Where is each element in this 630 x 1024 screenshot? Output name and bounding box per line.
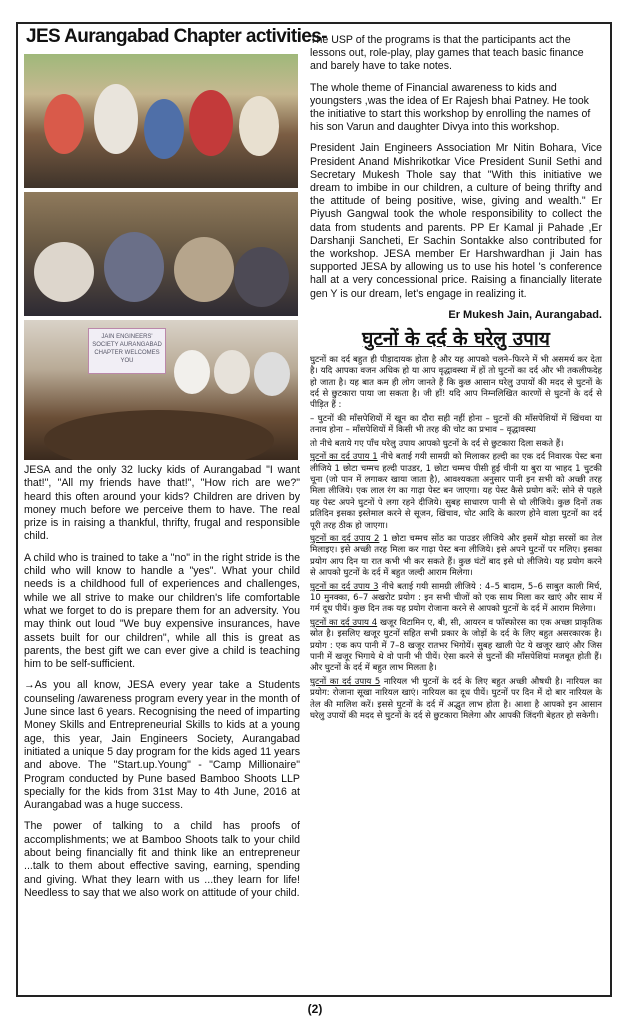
remedy-4 — [310, 618, 602, 675]
remedy-1-heading: घुटनों का दर्द उपाय 1 — [310, 452, 378, 463]
remedy-5-text: नारियल भी घुटनों के दर्द के लिए बहुत अच्छी औषधी है। नारियल का प्रयोग: रोजाना सूखा नारियल खाएं। नारियल का दूध पीयें। घुटनों पर दिन में दो बार नारियल के तेल की मालिश करें। इससे घुटनों के दर्द में अद्भुत लाभ होता है। आशा है आपको इन आसान घरेलु उपायों की मदद से घुटनों के दर्द से छुटकारा मिलेगा और आपकी जिंदगी बेहतर हो सकेगी। — [310, 676, 602, 722]
event-banner: JAIN ENGINEERS' SOCIETY AURANGABAD CHAPTER WELCOMES YOU — [88, 328, 166, 374]
left-column — [24, 26, 327, 908]
hindi-intro: घुटनों का दर्द बहुत ही पीड़ादायक होता है और यह आपको चलने–फिरने में भी असमर्थ कर देता है। यदि आपका वजन अधिक हो या आप वृद्धावस्था में हों तो घुटनों का दर्द और भी तकलीफदेह हो जाता है। यह बात कम ही लोग जानते हैं कि कुछ आसान घरेलु उपायों की मदद से घुटनों के दर्द से छुटकारा पाया जा सकता है। जी हाँ! यदि आप निम्नलिखित कारणों से घुटनों के दर्द से पीड़ित हैं : — [310, 354, 602, 411]
group-photo — [24, 54, 298, 188]
left-paragraph-3: →As you all know, JESA every year take a Students counseling /awareness program every year in the month of June since last 6 years. Recognising the need of imparting Money Skills and Entrepreneurial Skills to kids at a young age, this year, Jain Engineers Society, Aurangabad initiated a unique 5 day program for the kids aged 11 years and above. The "Start.up.Young" - "Camp Millionaire" Program conducted by Pune based Bamboo Shoots LLP specially for the kids from 31st May to 4th June, 2016 at Aurangabad was a huge success. — [24, 679, 300, 812]
hindi-causes: – घुटनों की माँसपेशियों में खून का दौरा सही नहीं होना – घुटनों की माँसपेशियों में खिंचवा या तनाव होना – माँसपेशियों में किसी भी तरह की चोट का प्रभाव – वृद्धावस्था — [310, 413, 602, 436]
remedy-2-text: 1 छोटा चम्मच सोंठ का पाउडर लीजिये और इसमें थोड़ा सरसों का तेल मिलाइए। इसे अच्छी तरह मिला कर गाढ़ा पेस्ट बना लीजिये। इसे अपने घुटनों पर मलिए। इसका प्रयोग आप दिन या रात कभी भी कर सकते हैं। कुछ घंटों बाद इसे धो लीजिये। यह प्रयोग करने से आपको घुटनों के दर्द में बहुत जल्दी आराम मिलेगा। — [310, 533, 602, 579]
page-number: (2) — [307, 1002, 323, 1016]
remedy-3-heading: घुटनों का दर्द उपाय 3 — [310, 581, 379, 592]
right-paragraph-3: President Jain Engineers Association Mr Nitin Bohara, Vice President Anand Mishrikotkar Vice President Sunil Sethi and Secretary Mukesh Thole say that "With this initiative we dream to imbibe in our children, a culture of being thrifty and the attitude of being positive, wise, giving and wealth." Er Piyush Gangwal took the whole responsibility to collect the data from students and parents. PP Er Kamal ji Pahade ,Er Darshanji Sancheti, Er Sachin Sontakke also contributed for the workshop. JESA member Er Harshwardhan ji Jain has supported JESA by allowing us to use his hotel 's conference hall at a very concessional price. Raising a financially literate gen Y is our dream, let's engage in realizing it. — [310, 142, 602, 300]
hindi-lead: तो नीचे बताये गए पाँच घरेलु उपाय आपको घुटनों के दर्द से छुटकारा दिला सकते हैं। — [310, 438, 564, 449]
left-paragraph-4: The power of talking to a child has proofs of accomplishments; we at Bamboo Shoots talk to your child about being financially fit and think like an entrepreneur ...talk to them about effective saving, earning, spending and giving. What they learn with us ...they learn for life! Needless to say that we also work on attitude of your child. — [24, 820, 300, 899]
remedy-5 — [310, 677, 602, 723]
remedy-3-text: नीचे बताई गयी सामग्री लीजिये : 4–5 बादाम, 5–6 साबुत काली मिर्च, 10 मुनक्का, 6–7 अखरोट प्रयोग : इन सभी चीजों को एक साथ मिला कर खाएं और साथ में गर्म दूध पीयें। कुछ दिन तक यह प्रयोग रोजाना करने से आपको घुटनों के दर्द में आराम मिलेगा। — [310, 581, 603, 615]
remedy-2-heading: घुटनों का दर्द उपाय 2 — [310, 533, 380, 544]
remedy-4-text: खजूर विटामिन ए, बी, सी, आयरन व फॉस्फोरस का एक अच्छा प्राकृतिक स्रोत है। इसलिए खजूर घुटनों सहित सभी प्रकार के जोड़ों के दर्द के लिए बहुत असरकारक है। प्रयोग : एक कप पानी में 7–8 खजूर रातभर भिगोयें। सुबह खाली पेट ये खजूर खाएं और जिस पानी में खजूर भिगाये थे वो पानी भी पीयें। ऐसा करने से घुटनों की माँसपेशियां मजबूत होती हैं। और घुटनों के दर्द में बहुत लाभ मिलता है। — [310, 617, 602, 674]
remedy-1-text: नीचे बताई गयी सामग्री को मिलाकर हल्दी का एक दर्द निवारक पेस्ट बना लीजिये 1 छोटा चम्मच हल्दी पाउडर, 1 छोटा चम्मच पीसी हुई चीनी या बुरा या भाहद 1 चुटकी चूना (जो पान में लगाकर खाया जाता है), आवश्यकता अनुसार पानी इन सभी को अच्छी तरह मिला लीजिये। एक लाल रंग का गाढ़ा पेस्ट बन जाएगा। यह पेस्ट कैसे प्रयोग करें: सोने से पहले यह पेस्ट अपने घुटनों पे लगा रहने दीजिये। सुबह साधारण पानी से धो लीजिये। कुछ दिनों तक प्रतिदिन इसका इस्तेमाल करने से सूजन, खिंचाव, चोट आदि के कारण होने वाला घुटनों का दर्द पूरी तरह ठीक हो जाएगा। — [310, 452, 602, 531]
right-column — [310, 34, 602, 724]
remedy-2 — [310, 534, 602, 580]
right-paragraph-1: The USP of the programs is that the participants act the lessons out, role-play, play games that teach basic finance and barely have to take notes. — [310, 34, 584, 73]
remedy-5-heading: घुटनों का दर्द उपाय 5 — [310, 676, 381, 687]
audience-photo — [24, 192, 298, 316]
left-paragraph-2: A child who is trained to take a "no" in the right stride is the child who will know to handle a "yes". What your child needs is a childhood full of experiences and challenges, while we all strive to make our children's life comfortable what we forget to do is prepare them for an adversity. You may think out loud "We buy expensive insurances, have assets built for our children", while all this is great as parents, the best gift we can ever give a child is teaching him to be self-sufficient. — [24, 551, 300, 671]
remedy-3 — [310, 582, 602, 616]
hindi-title: घुटनों के दर्द के घरेलु उपाय — [362, 327, 550, 350]
author-line: Er Mukesh Jain, Aurangabad. — [448, 308, 602, 321]
right-paragraph-2: The whole theme of Financial awareness to kids and youngsters ,was the idea of Er Rajesh bhai Patney. He took the initiative to start this workshop by enrolling the names of his son Varun and daughter Divya into this workshop. — [310, 81, 591, 134]
remedy-1 — [310, 452, 602, 532]
stage-photo — [24, 320, 298, 460]
left-paragraph-1: JESA and the only 32 lucky kids of Aurangabad "I want that!", "All my friends have that!", "How rich are we?" heard this often around your kids? Children are driven by money much before we perceive them to have. The real prize is in raising a thankful, thrifty, frugal and responsible child. — [24, 464, 300, 543]
page-title: JES Aurangabad Chapter activities- — [26, 26, 327, 47]
remedy-4-heading: घुटनों का दर्द उपाय 4 — [310, 617, 378, 628]
